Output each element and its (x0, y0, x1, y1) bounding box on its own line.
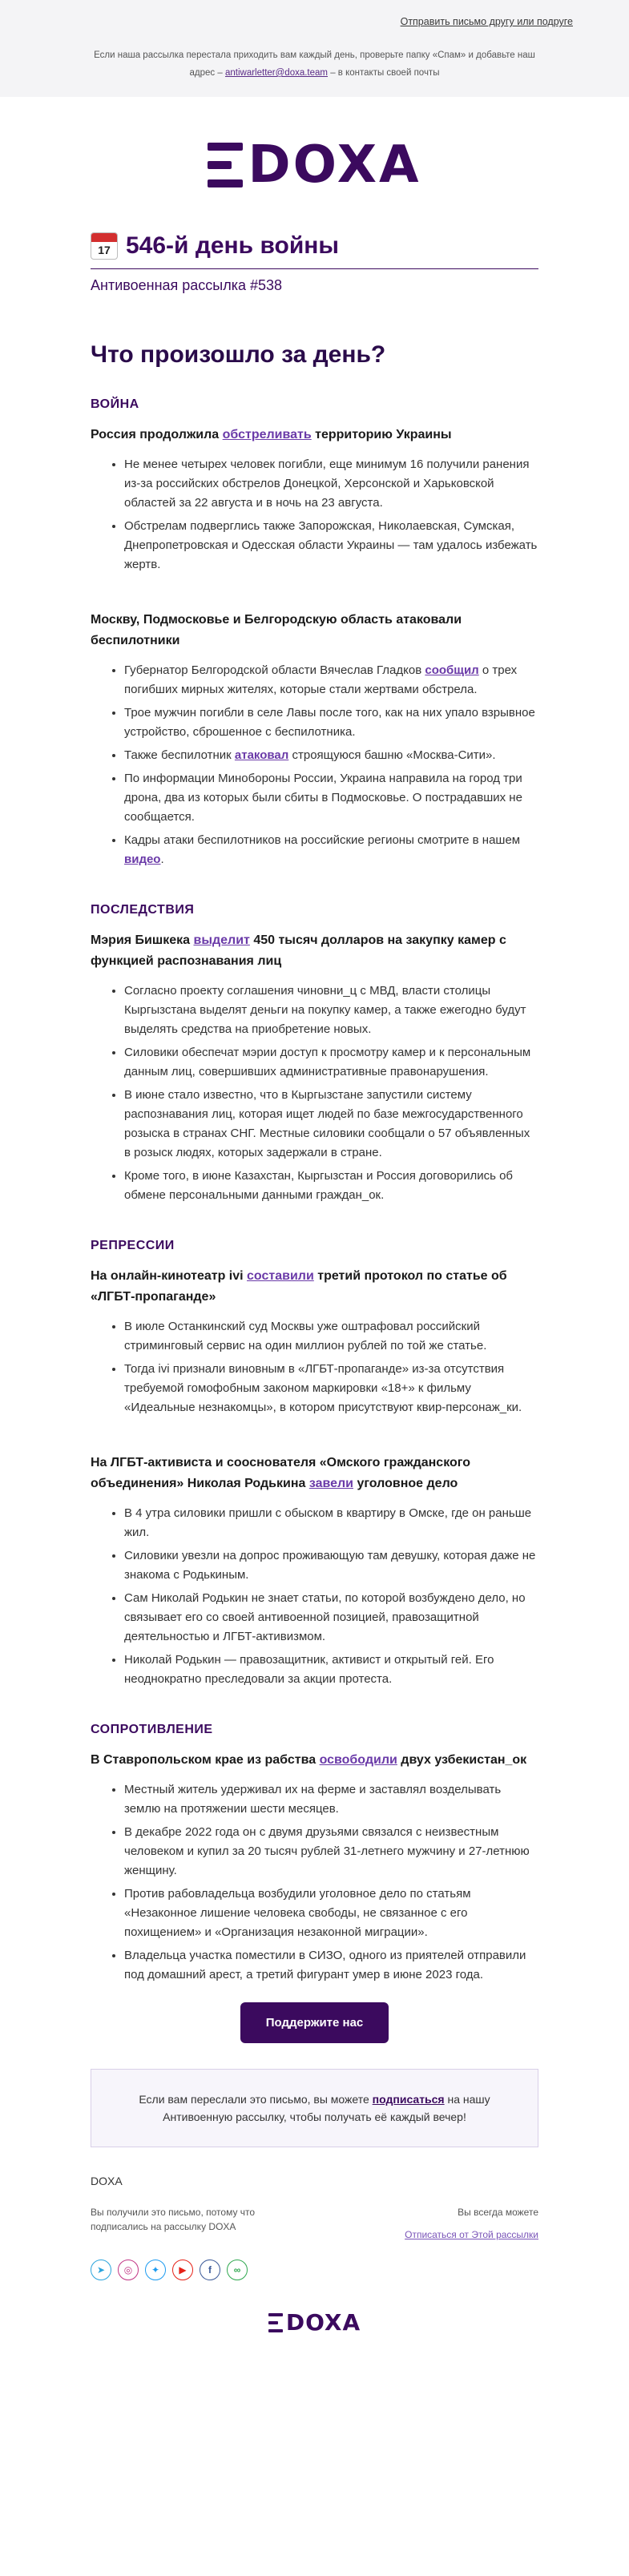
headline-text: территорию Украины (311, 428, 452, 441)
bullet-text: В июне стало известно, что в Кыргызстане запустили систему распознавания лиц, которая ищет людей по базе межгосударственного розыска в странах СНГ. Местные силовики сообщали о 57 объявленных в розыск людях, которых задержали в стране. (124, 1088, 530, 1159)
story-headline (91, 1266, 538, 1308)
news-story (91, 1750, 538, 1985)
subscribe-box (91, 2069, 538, 2147)
bullet-item (124, 1780, 538, 1819)
telegram-icon[interactable]: ➤ (91, 2260, 111, 2280)
bullet-text: Трое мужчин погибли в селе Лавы после того, как на них упало взрывное устройство, сброшенное с беспилотника. (124, 706, 535, 739)
bullet-text: Сам Николай Родькин не знает статьи, по которой возбуждено дело, но связывает его со своей антивоенной позицией, правозащитной деятельностью и ЛГБТ-активизмом. (124, 1591, 526, 1643)
story-headline (91, 930, 538, 972)
bullet-item (124, 455, 538, 513)
story-headline (91, 1453, 538, 1494)
bullet-text: В июле Останкинский суд Москвы уже оштрафовал российский стриминговый сервис на один миллион рублей по той же статье. (124, 1320, 487, 1353)
bullet-text: Владельца участка поместили в СИЗО, одного из приятелей отправили под домашний арест, а третий фигурант умер в июне 2023 года. (124, 1949, 526, 1981)
footer-brand: DOXA (91, 2175, 123, 2187)
bullet-text: Губернатор Белгородской области Вячеслав Гладков (124, 663, 425, 677)
bullet-item (124, 1651, 538, 1689)
bullet-text: Не менее четырех человек погибли, еще минимум 16 получили ранения из-за российских обстрелов Донецкой, Херсонской и Харьковской областей за 22 августа и в ночь на 23 августа. (124, 458, 530, 510)
story-bullets (91, 982, 538, 1205)
news-story (91, 425, 538, 574)
unsubscribe-note: Вы всегда можете (458, 2207, 538, 2218)
bullet-text: Николай Родькин — правозащитник, активист и открытый гей. Его неоднократно преследовали за акции протеста. (124, 1653, 494, 1686)
spam-note-tail: – в контакты своей почты (330, 68, 440, 78)
subscription-reason: Вы получили это письмо, потому что подписались на рассылку DOXA (91, 2207, 256, 2232)
issue-subtitle: Антивоенная рассылка #538 (91, 277, 283, 293)
section-label: СОПРОТИВЛЕНИЕ (91, 1723, 213, 1736)
bullet-item (124, 769, 538, 827)
bullet-text: Обстрелам подверглись также Запорожская, Николаевская, Сумская, Днепропетровская и Одесская области Украины — там удалось избежать жертв. (124, 519, 538, 571)
bullet-item (124, 831, 538, 869)
story-headline (91, 610, 538, 651)
subscribe-text-tail: на нашу Антивоенную рассылку, чтобы получать её каждый вечер! (163, 2093, 490, 2123)
bullet-item (124, 1167, 538, 1205)
bullet-item (124, 1589, 538, 1647)
spam-note-text: Если наша рассылка перестала приходить вам каждый день, проверьте папку «Спам» и добавьте наш адрес – (94, 50, 535, 78)
headline-source-link[interactable]: составили (247, 1269, 314, 1283)
news-sections (91, 397, 538, 1985)
story-headline (91, 425, 538, 445)
bullet-text: В декабре 2022 года он с двумя друзьями связался с неизвестным человеком и купил за 20 тысяч рублей 31-летнего мужчину и 27-летнюю женщину. (124, 1825, 530, 1877)
headline-source-link[interactable]: обстреливать (222, 428, 312, 441)
bullet-text: Согласно проекту соглашения чиновни_ц с МВД, власти столицы Кыргызстана выделят деньги на покупку камер, а также ежегодно будут выделять средства на приобретение новых. (124, 984, 526, 1036)
source-link[interactable]: атаковал (234, 748, 289, 762)
support-us-button[interactable]: Поддержите нас (240, 2002, 389, 2043)
section-label: ПОСЛЕДСТВИЯ (91, 903, 195, 917)
headline-text: 450 тысяч долларов на закупку камер с функцией распознавания лиц (91, 933, 506, 968)
social-links (91, 2260, 538, 2280)
bullet-item (124, 1086, 538, 1163)
bullet-text: В 4 утра силовики пришли с обыском в квартиру в Омске, где он раньше жил. (124, 1506, 532, 1539)
bullet-text: Против рабовладельца возбудили уголовное дело по статьям «Незаконное лишение человека свободы, не связанное с его похищением» и «Организация незаконной миграции». (124, 1887, 471, 1939)
unsubscribe-block (362, 2205, 538, 2242)
bullet-item (124, 1946, 538, 1985)
divider (91, 268, 538, 269)
facebook-icon[interactable]: f (200, 2260, 220, 2280)
news-section (91, 1239, 538, 1689)
bullet-item (124, 1043, 538, 1082)
section-label: РЕПРЕССИИ (91, 1239, 175, 1252)
headline-text: Мэрия Бишкека (91, 933, 194, 947)
contact-email-link[interactable]: antiwarletter@doxa.team (224, 68, 328, 78)
bullet-text: . (160, 853, 164, 866)
source-link[interactable]: видео (124, 853, 161, 866)
bullet-text: Силовики увезли на допрос проживающую там девушку, которая даже не знакома с Родькиным. (124, 1549, 536, 1582)
headline-text: На ЛГБТ-активиста и сооснователя «Омского гражданского объединения» Николая Родькина (91, 1456, 470, 1490)
bullet-item (124, 982, 538, 1039)
headline-text: Россия продолжила (91, 428, 223, 441)
story-bullets (91, 1780, 538, 1985)
news-section (91, 1723, 538, 1985)
bullet-text: о трех погибших мирных жителях, которые стали жертвами обстрела. (124, 663, 518, 696)
subscribe-text: Если вам переслали это письмо, вы можете (139, 2093, 373, 2106)
news-section (91, 397, 538, 869)
logo-mark-icon (268, 2312, 283, 2333)
bullet-item (124, 1823, 538, 1881)
bullet-item (124, 1546, 538, 1585)
spam-notice (0, 46, 629, 82)
bullet-text: Кадры атаки беспилотников на российские регионы смотрите в нашем (124, 833, 521, 847)
story-bullets (91, 455, 538, 574)
headline-source-link[interactable]: выделит (193, 933, 250, 947)
headline-source-link[interactable]: завели (308, 1477, 353, 1490)
forward-to-friend-link[interactable]: Отправить письмо другу или подруге (400, 16, 573, 27)
unsubscribe-link[interactable]: Отписаться от Этой рассылки (405, 2229, 538, 2240)
bullet-item (124, 1360, 538, 1417)
logo-mark-icon (208, 141, 243, 189)
bullet-text: Местный житель удерживал их на ферме и заставлял возделывать землю на протяжении шести месяцев. (124, 1783, 502, 1816)
news-story (91, 1453, 538, 1689)
link-icon[interactable]: ∞ (227, 2260, 248, 2280)
section-label: ВОЙНА (91, 397, 139, 411)
bullet-item (124, 517, 538, 574)
headline-text: На онлайн-кинотеатр ivi (91, 1269, 248, 1283)
day-counter-heading (91, 228, 538, 264)
news-story (91, 1266, 538, 1417)
bullet-text: Силовики обеспечат мэрии доступ к просмотру камер и к персональным данным лиц, совершивших административные правонарушения. (124, 1046, 531, 1078)
subscribe-link[interactable]: подписаться (372, 2093, 445, 2106)
footer-logo-wordmark: DOXA (285, 2309, 361, 2336)
email-body (0, 228, 629, 2368)
bullet-item (124, 1885, 538, 1942)
logo-header (0, 97, 629, 200)
bullet-text: По информации Минобороны России, Украина направила на город три дрона, два из которых были сбиты в Подмосковье. О пострадавших не сообщается. (124, 772, 522, 824)
footer (91, 2175, 538, 2280)
headline-text: Москву, Подмосковье и Белгородскую область атаковали беспилотники (91, 613, 462, 647)
news-section (91, 903, 538, 1205)
preheader (0, 0, 629, 97)
bullet-item (124, 746, 538, 765)
headline-text: третий протокол по статье об «ЛГБТ-пропаганде» (91, 1269, 507, 1304)
bullet-text: строящуюся башню «Москва-Сити». (288, 748, 496, 762)
logo-wordmark: DOXA (248, 135, 421, 195)
story-headline (91, 1750, 538, 1771)
headline-text: уголовное дело (353, 1477, 458, 1490)
news-story (91, 610, 538, 869)
bullet-item (124, 661, 538, 699)
headline-source-link[interactable]: освободили (319, 1753, 397, 1767)
story-bullets (91, 1504, 538, 1689)
instagram-icon[interactable]: ◎ (118, 2260, 139, 2280)
bullet-item (124, 1317, 538, 1356)
story-bullets (91, 1317, 538, 1417)
main-heading: Что произошло за день? (91, 341, 386, 368)
bullet-item (124, 1504, 538, 1542)
bullet-text: Также беспилотник (124, 748, 235, 762)
footer-logo[interactable] (91, 2309, 538, 2368)
bullet-text: Кроме того, в июне Казахстан, Кыргызстан и Россия договорились об обмене персональными данными граждан_ок. (124, 1169, 514, 1202)
doxa-logo[interactable] (208, 135, 421, 195)
calendar-icon: 17 (91, 232, 118, 260)
bullet-text: Тогда ivi признали виновным в «ЛГБТ-пропаганде» из-за отсутствия требуемой гомофобным законом маркировки «18+» к фильму «Идеальные незнакомцы», в котором присутствуют квир-персонаж_ки. (124, 1362, 522, 1414)
twitter-icon[interactable]: ✦ (145, 2260, 166, 2280)
bullet-item (124, 703, 538, 742)
story-bullets (91, 661, 538, 869)
day-title: 546-й день войны (126, 232, 340, 259)
headline-text: В Ставропольском крае из рабства (91, 1753, 320, 1767)
news-story (91, 930, 538, 1205)
youtube-icon[interactable]: ▶ (172, 2260, 193, 2280)
headline-text: двух узбекистан_ок (397, 1753, 527, 1767)
source-link[interactable]: сообщил (425, 663, 479, 677)
